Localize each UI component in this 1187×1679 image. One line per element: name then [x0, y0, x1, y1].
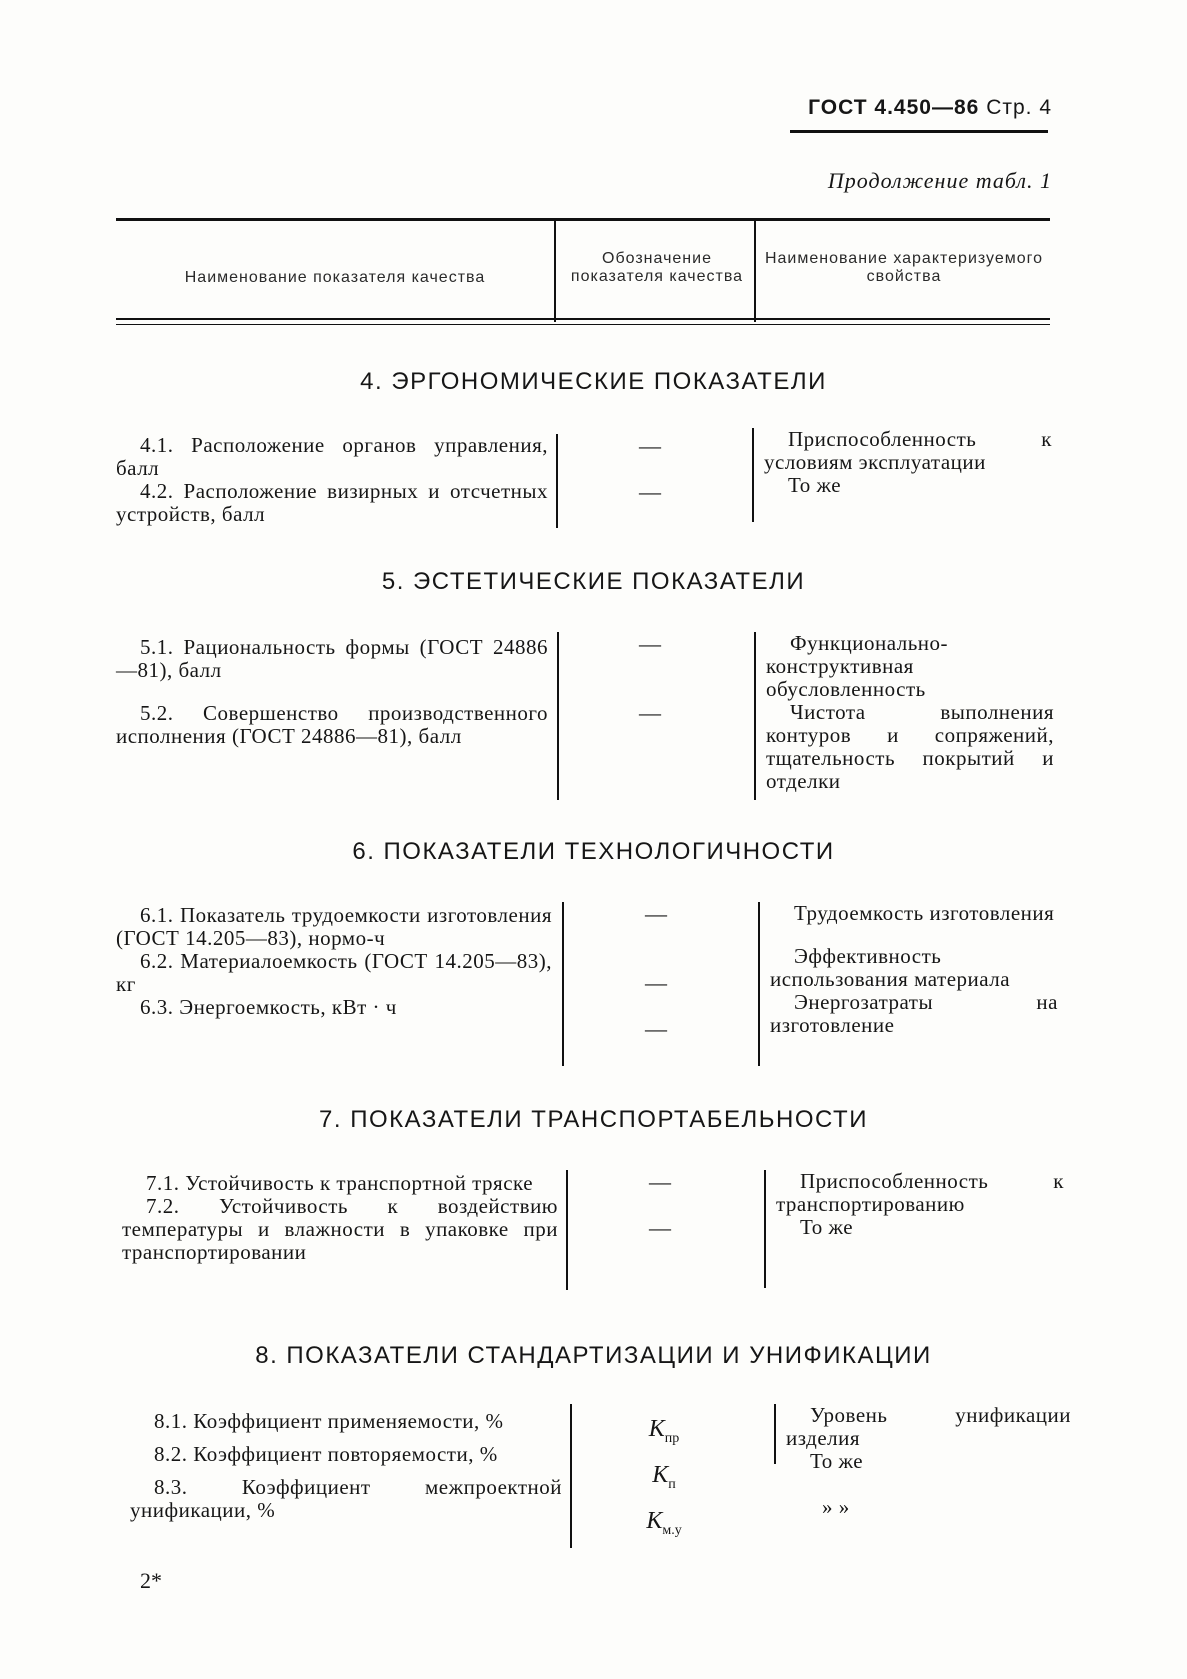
column-divider — [774, 1404, 776, 1464]
header-divider-2 — [754, 218, 756, 322]
section-title-aesthetic: 5. ЭСТЕТИЧЕСКИЕ ПОКАЗАТЕЛИ — [381, 568, 806, 595]
page-header — [808, 96, 1052, 120]
column-divider — [570, 1404, 572, 1548]
row-property: Приспособленность к условиям эксплуатации — [764, 427, 1052, 474]
symbol-subscript: м.у — [662, 1522, 682, 1538]
row-property: То же — [788, 473, 842, 497]
header-col-name: Наименование показателя качества — [184, 269, 486, 286]
col-names — [116, 434, 548, 526]
signature-mark: 2* — [140, 1568, 162, 1593]
header-col-property: Наименование характеризуемого свойства — [764, 250, 1044, 285]
col-symbols — [600, 632, 700, 724]
col-symbols — [606, 902, 706, 1040]
section-title-technology: 6. ПОКАЗАТЕЛИ ТЕХНОЛОГИЧНОСТИ — [352, 838, 835, 865]
row-property: То же — [810, 1449, 864, 1473]
section-title-standardization: 8. ПОКАЗАТЕЛИ СТАНДАРТИЗАЦИИ И УНИФИКАЦИИ — [255, 1342, 932, 1369]
row-symbol: — — [645, 901, 667, 926]
row-property: Эффективность использования материала — [770, 944, 1011, 991]
row-symbol — [614, 1498, 714, 1544]
row-symbol: — — [649, 1169, 671, 1194]
row-symbol: — — [639, 700, 661, 725]
col-properties — [764, 428, 1052, 497]
col-names — [116, 904, 552, 1019]
col-properties — [766, 632, 1054, 793]
document-number: ГОСТ 4.450—86 — [808, 96, 980, 119]
column-divider — [556, 434, 558, 528]
row-property: » » — [822, 1495, 850, 1519]
row-symbol: — — [645, 970, 667, 995]
table-header — [116, 218, 1050, 338]
row-name: 5.2. Совершенство производственного исполнения (ГОСТ 24886—81), балл — [116, 701, 548, 748]
column-divider — [754, 632, 756, 800]
row-property: Энергозатраты на изготовление — [770, 990, 1058, 1037]
col-names — [130, 1410, 562, 1522]
row-symbol: — — [639, 479, 661, 504]
row-property: Уровень унификации изделия — [786, 1403, 1071, 1450]
table-continuation-label: Продолжение табл. 1 — [827, 168, 1052, 193]
column-divider — [566, 1170, 568, 1290]
row-symbol: — — [649, 1215, 671, 1240]
row-property: Функционально-конструктивная обусловленность — [766, 631, 949, 701]
row-symbol: — — [645, 1016, 667, 1041]
column-divider — [752, 428, 754, 522]
col-symbols — [614, 1406, 714, 1544]
row-symbol: — — [639, 433, 661, 458]
row-symbol: — — [639, 631, 661, 656]
row-name: 8.2. Коэффициент повторяемости, % — [154, 1442, 498, 1466]
row-name: 5.1. Рациональность формы (ГОСТ 24886—81), балл — [116, 635, 548, 682]
col-symbols — [610, 1170, 710, 1239]
header-rule — [790, 130, 1048, 133]
col-symbols — [600, 434, 700, 503]
row-property: То же — [800, 1215, 854, 1239]
row-name: 7.1. Устойчивость к транспортной тряске — [146, 1171, 534, 1195]
column-divider — [758, 902, 760, 1066]
symbol-subscript: пр — [664, 1430, 680, 1446]
row-name: 6.1. Показатель трудоемкости изготовления (ГОСТ 14.205—83), нормо-ч — [116, 903, 552, 950]
col-names — [116, 636, 548, 748]
symbol-subscript: п — [668, 1476, 676, 1492]
table-header-rule — [116, 318, 1050, 320]
row-symbol — [614, 1452, 714, 1498]
symbol-letter: K — [648, 1416, 665, 1442]
row-property: Чистота выполнения контуров и сопряжений, тщательность покрытий и отделки — [766, 700, 1054, 793]
column-divider — [557, 632, 559, 800]
table-header-rule-double — [116, 324, 1050, 325]
header-divider-1 — [554, 218, 556, 322]
row-property: Приспособленность к транспортированию — [776, 1169, 1064, 1216]
symbol-letter: K — [646, 1508, 663, 1534]
row-name: 8.3. Коэффициент межпроектной унификации, % — [130, 1475, 562, 1522]
row-name: 6.2. Материалоемкость (ГОСТ 14.205—83), кг — [116, 949, 552, 996]
row-name: 8.1. Коэффициент применяемости, % — [154, 1409, 504, 1433]
column-divider — [562, 902, 564, 1066]
header-col-symbol: Обозначение показателя качества — [570, 250, 744, 285]
section-title-ergonomic: 4. ЭРГОНОМИЧЕСКИЕ ПОКАЗАТЕЛИ — [360, 368, 827, 395]
col-properties — [786, 1404, 1071, 1519]
row-property: Трудоемкость изготовления — [794, 901, 1055, 925]
col-names — [122, 1172, 558, 1264]
row-name: 4.1. Расположение органов управления, балл — [116, 433, 548, 480]
row-name: 6.3. Энергоемкость, кВт · ч — [140, 995, 397, 1019]
row-name: 4.2. Расположение визирных и отсчетных устройств, балл — [116, 479, 548, 526]
symbol-letter: K — [652, 1462, 669, 1488]
row-name: 7.2. Устойчивость к воздействию температуры и влажности в упаковке при транспортировании — [122, 1194, 558, 1264]
column-divider — [764, 1170, 766, 1288]
col-properties — [776, 1170, 1064, 1239]
col-properties — [770, 902, 1058, 1037]
row-symbol — [614, 1406, 714, 1452]
section-title-transportability: 7. ПОКАЗАТЕЛИ ТРАНСПОРТАБЕЛЬНОСТИ — [319, 1106, 868, 1133]
page-number: Стр. 4 — [986, 96, 1052, 119]
